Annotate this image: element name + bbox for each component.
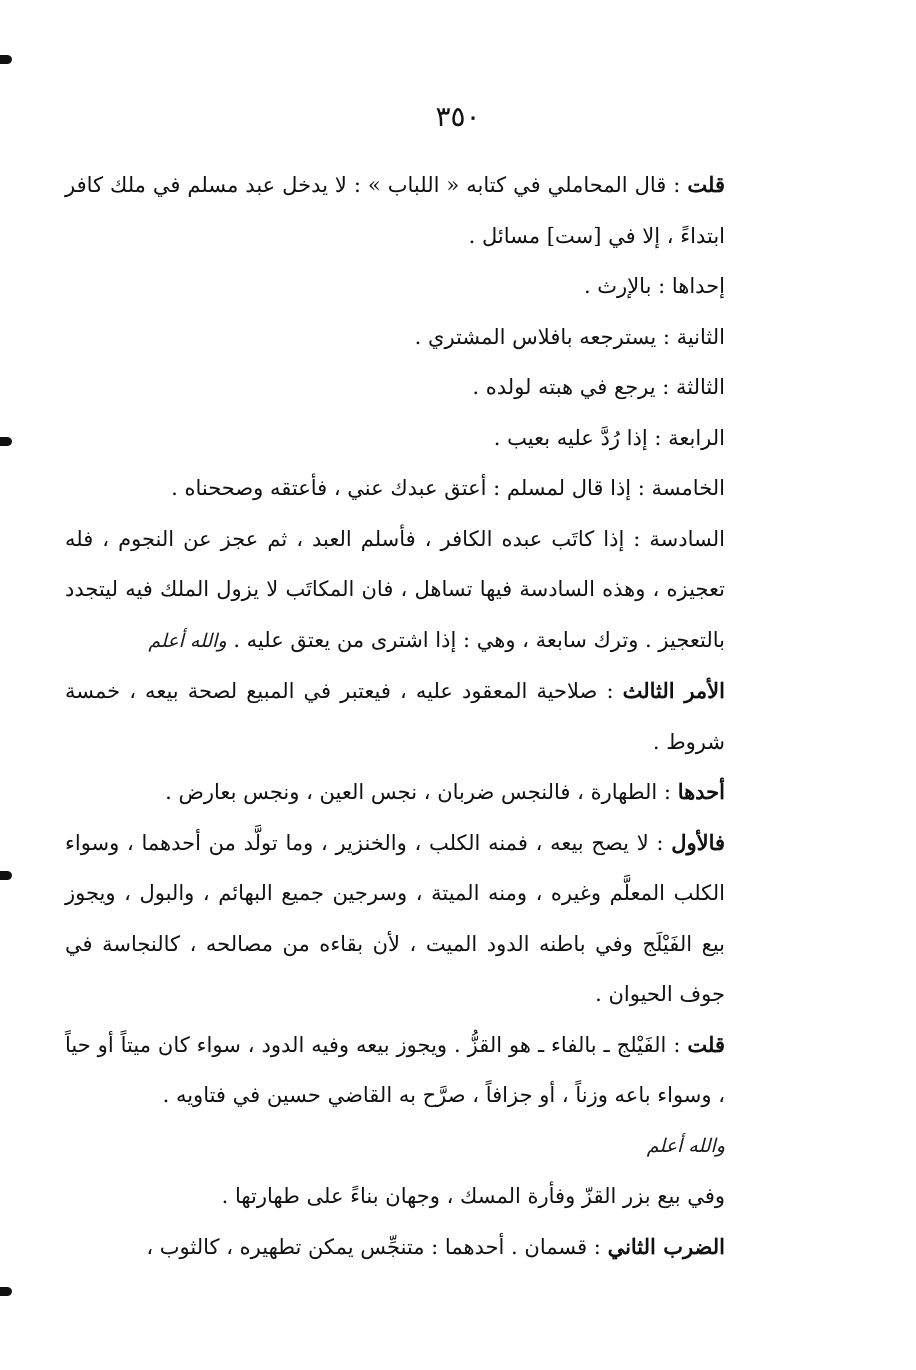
paragraph-text: : لا يصح بيعه ، فمنه الكلب ، والخنزير ، وما تولَّد من أحدهما ، وسواء الكلب المعلَّم وغيره ، ومنه الميتة ، وسرجين جميع البهائم ، والبول ، ويجوز بيع الفَيْلَج وفي باطنه الدود الميت ، لأن بقاءه من مصالحه ، كالنجاسة في جوف الحيوان . xyxy=(65,830,725,1006)
paragraph-text: : قسمان . أحدهما : متنجِّس يمكن تطهيره ، كالثوب ، xyxy=(146,1234,608,1259)
paragraph-text: السادسة : إذا كاتَب عبده الكافر ، فأسلم العبد ، ثم عجز عن النجوم ، فله تعجيزه ، وهذه السادسة فيها تساهل ، فان المكاتَب لا يزول الملك فيه ليتجدد بالتعجيز . وترك سابعة ، وهي : إذا اشترى من يعتق عليه . xyxy=(65,526,725,652)
page-body xyxy=(65,160,780,1272)
list-item: الرابعة : إذا رُدَّ عليه بعيب . xyxy=(493,425,725,450)
list-item: إحداها : بالإرث . xyxy=(583,274,725,298)
signature: والله أعلم xyxy=(148,629,227,652)
paragraph-lead: فالأول xyxy=(671,829,725,855)
list-item: الثالثة : يرجع في هبته لولده . xyxy=(472,375,725,399)
paragraph-lead: قلت xyxy=(687,172,725,197)
list-item: الثانية : يسترجعه بافلاس المشتري . xyxy=(414,324,725,349)
paragraph-text: : الفَيْلج ـ بالفاء ـ هو القزُّ . ويجوز بيعه وفيه الدود ، سواء كان ميتاً أو حياً ، وسواء باعه وزناً ، أو جزافاً ، صرَّح به القاضي حسين في فتاويه . xyxy=(65,1032,725,1107)
margin-mark xyxy=(0,1287,12,1296)
paragraph-lead: أحدها xyxy=(677,779,725,804)
page-number: ٣٥٠ xyxy=(435,100,481,133)
margin-mark xyxy=(0,437,12,446)
paragraph xyxy=(65,1222,780,1273)
margin-mark xyxy=(0,871,12,880)
paragraph xyxy=(65,1171,780,1222)
paragraph-lead: الأمر الثالث xyxy=(622,678,725,703)
paragraph-lead: الضرب الثاني xyxy=(607,1233,725,1259)
paragraph xyxy=(65,767,780,818)
list-item: الخامسة : إذا قال لمسلم : أعتق عبدك عني ، فأعتقه وصححناه . xyxy=(171,476,725,500)
signature: والله أعلم xyxy=(646,1134,725,1157)
paragraph-text: : الطهارة ، فالنجس ضربان ، نجس العين ، ونجس بعارض . xyxy=(165,780,678,804)
paragraph xyxy=(65,1020,780,1172)
paragraph-text: : صلاحية المعقود عليه ، فيعتبر في المبيع لصحة بيعه ، خمسة شروط . xyxy=(65,679,725,754)
paragraph xyxy=(65,160,780,261)
paragraph xyxy=(65,818,780,1020)
paragraph-lead: قلت xyxy=(687,1031,725,1057)
paragraph xyxy=(65,514,780,667)
paragraph-text: : قال المحاملي في كتابه « اللباب » : لا يدخل عبد مسلم في ملك كافر ابتداءً ، إلا في [ست] مسائل . xyxy=(65,173,725,248)
paragraph-text: وفي بيع بزر القزّ وفأرة المسك ، وجهان بناءً على طهارتها . xyxy=(221,1184,725,1208)
margin-mark xyxy=(0,55,12,64)
paragraph xyxy=(65,666,780,767)
